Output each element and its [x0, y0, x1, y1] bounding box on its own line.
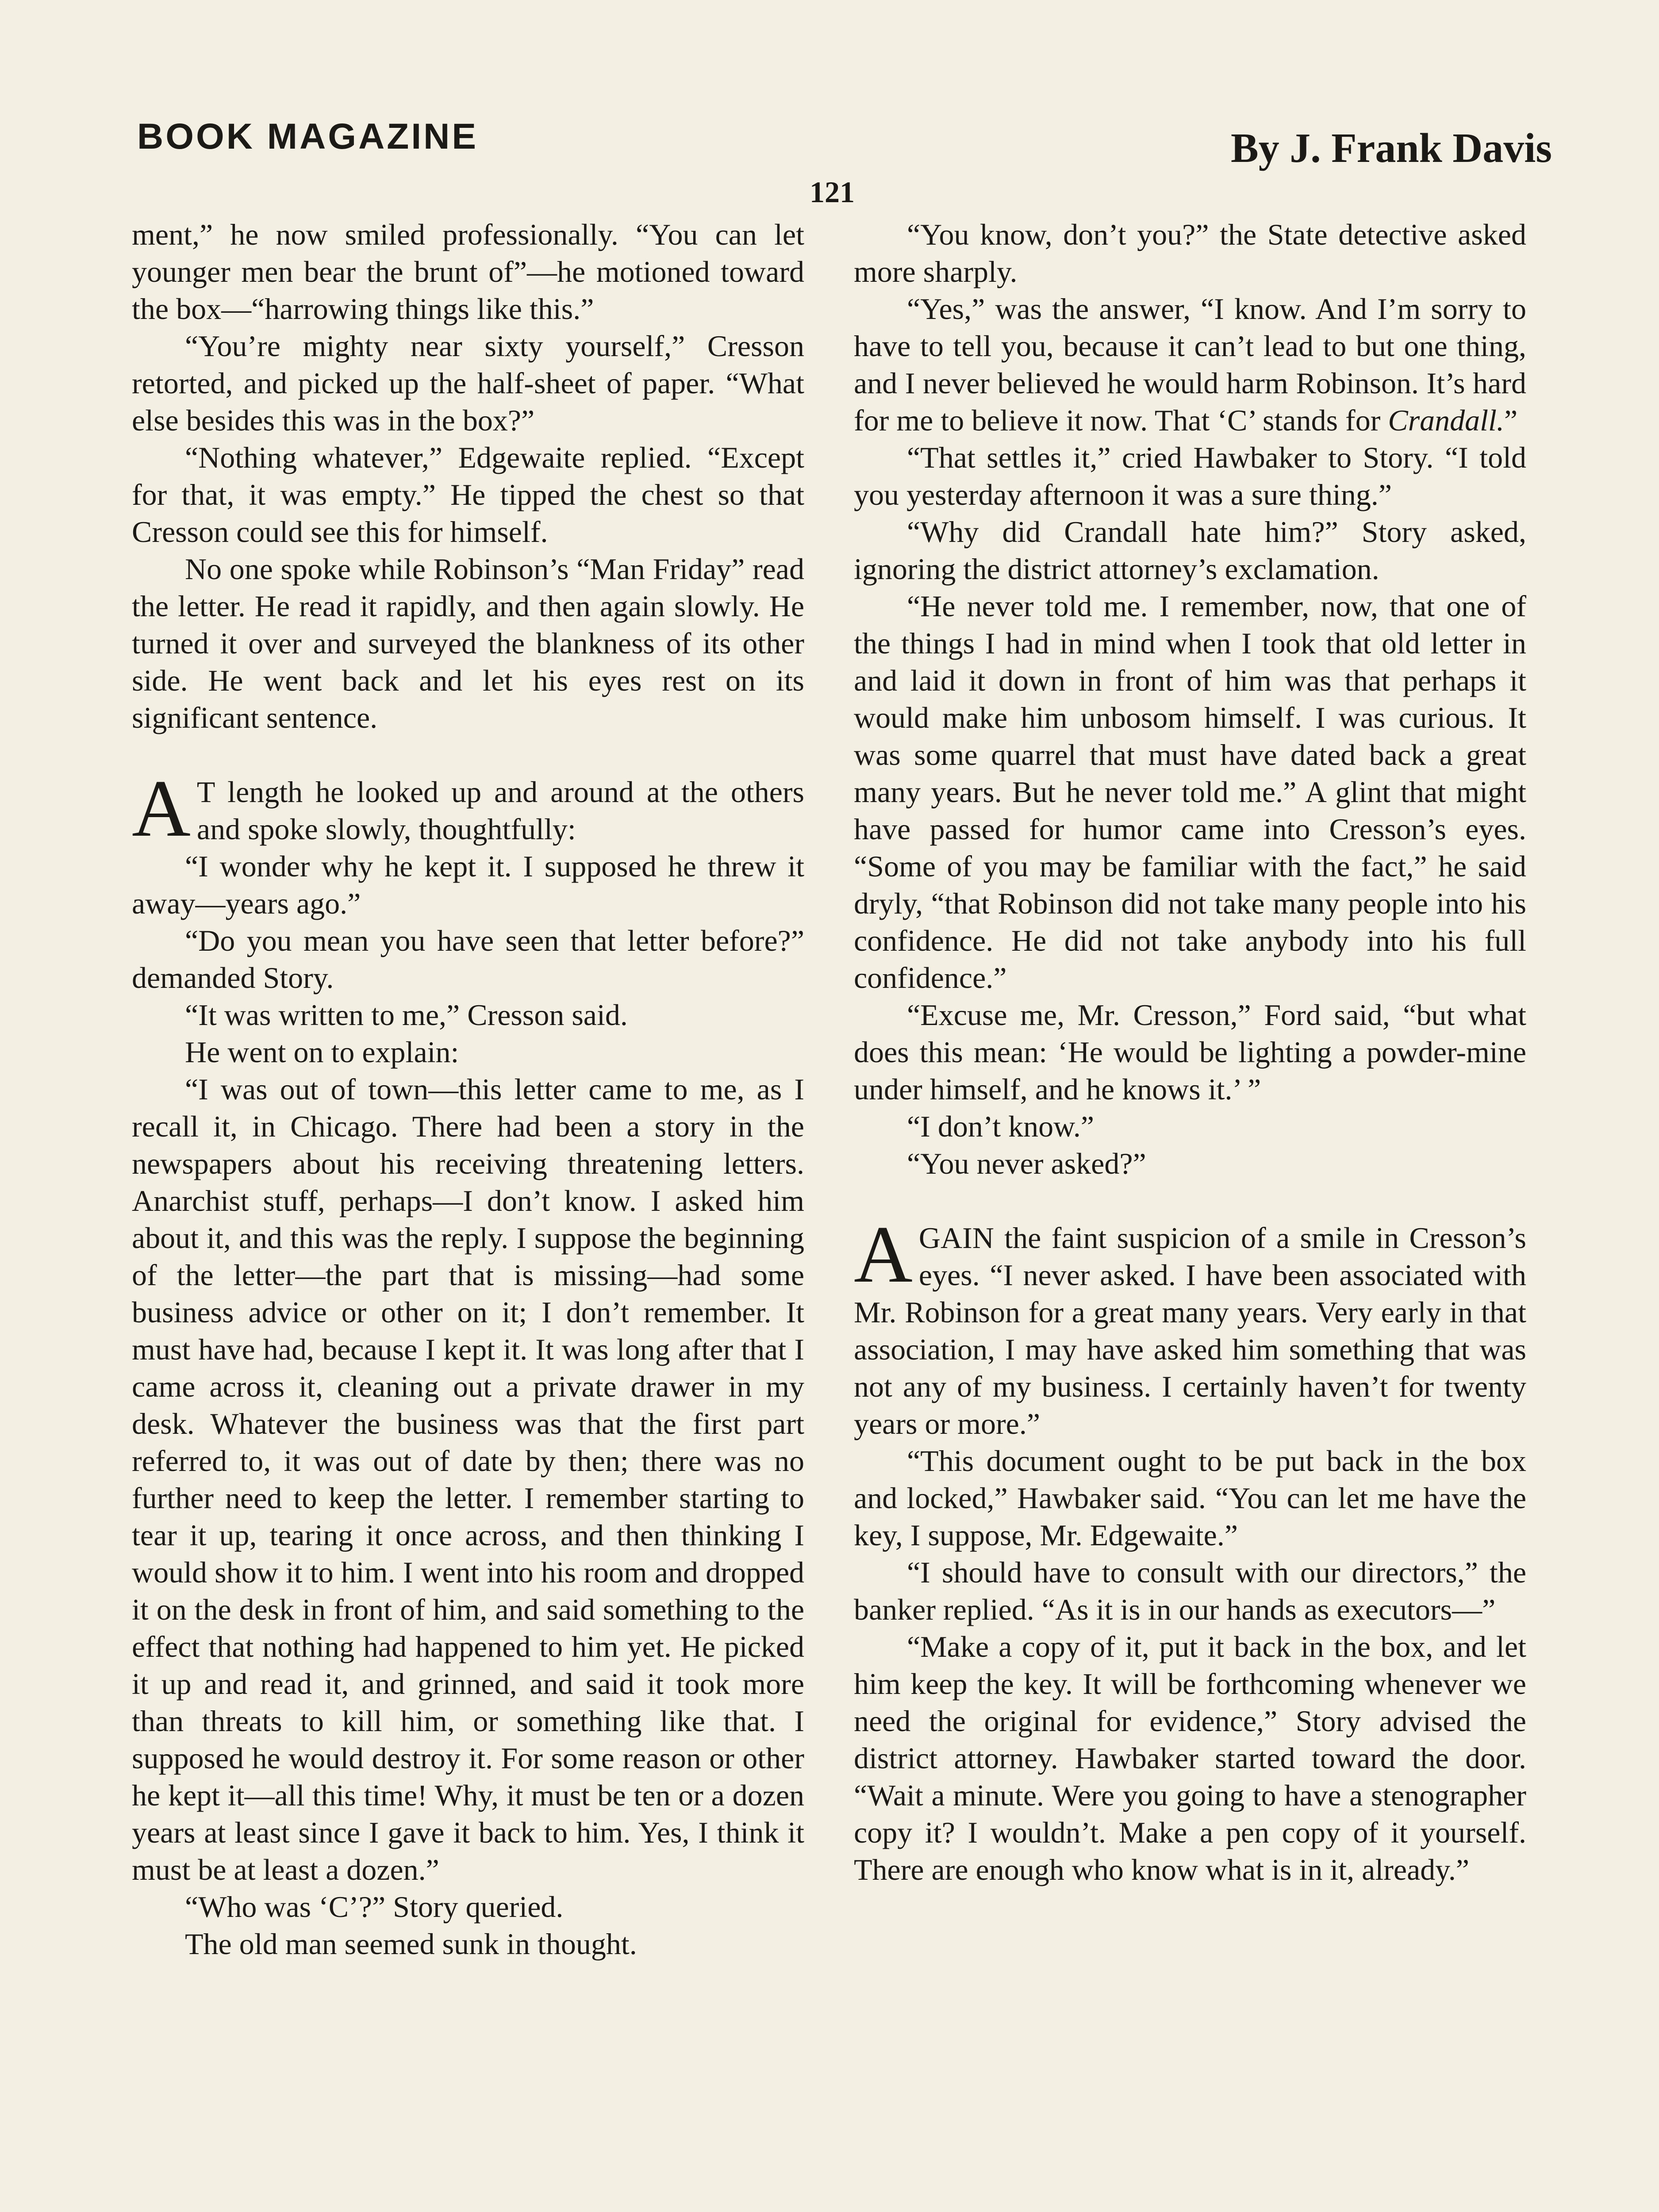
- paragraph: “Make a copy of it, put it back in the box, and let him keep the key. It will be forthcoming whenever we need the original for evidence,” Story advised the district attorney. Hawbaker started toward the door. “Wait a minute. Were you going to have a stenographer copy it? I wouldn’t. Make a pen copy of it yourself. There are enough who know what is in it, already.”: [854, 1630, 1526, 1886]
- section-opening-paragraph: [854, 1209, 1526, 1442]
- paragraph: “Why did Crandall hate him?” Story asked, ignoring the district attorney’s exclamation.: [854, 515, 1526, 586]
- paragraph: [854, 290, 1526, 439]
- paragraph: “I wonder why he kept it. I supposed he threw it away—years ago.”: [132, 849, 804, 920]
- paragraph: “It was written to me,” Cresson said.: [185, 998, 628, 1032]
- paragraph: “Nothing whatever,” Edgewaite replied. “Except for that, it was empty.” He tipped the chest so that Cresson could see this for himself.: [132, 441, 804, 549]
- paragraph: “You never asked?”: [907, 1147, 1146, 1180]
- closing-quote: ”: [1504, 403, 1518, 437]
- right-column: [854, 216, 1526, 1888]
- paragraph: “I should have to consult with our directors,” the banker replied. “As it is in our hands as executors—”: [854, 1555, 1526, 1626]
- magazine-title: BOOK MAGAZINE: [137, 116, 479, 157]
- section-opening-paragraph: [132, 763, 804, 853]
- paragraph: He went on to explain:: [185, 1035, 459, 1069]
- paragraph: The old man seemed sunk in thought.: [185, 1927, 637, 1961]
- drop-cap: A: [854, 1209, 913, 1299]
- italic-name: Crandall.: [1388, 403, 1504, 437]
- paragraph: “You’re mighty near sixty yourself,” Cresson retorted, and picked up the half-sheet of paper. “What else besides this was in the box?”: [132, 329, 804, 437]
- paragraph: “Do you mean you have seen that letter before?” demanded Story.: [132, 924, 804, 995]
- paragraph-text: GAIN the faint suspicion of a smile in Cresson’s eyes. “I never asked. I have been associated with Mr. Robinson for a great many years. Very early in that association, I may have asked him something that was not any of my business. I certainly haven’t for twenty years or more.”: [854, 1221, 1526, 1440]
- paragraph: “Excuse me, Mr. Cresson,” Ford said, “but what does this mean: ‘He would be lighting a powder-mine under himself, and he knows it.’ ”: [854, 998, 1526, 1106]
- paragraph: “I don’t know.”: [907, 1110, 1094, 1143]
- paragraph: ment,” he now smiled professionally. “You can let younger men bear the brunt of”—he motioned toward the box—“harrowing things like this.”: [132, 218, 804, 326]
- paragraph-text: “Yes,” was the answer, “I know. And I’m sorry to have to tell you, because it can’t lead to but one thing, and I never believed he would harm Robinson. It’s hard for me to believe it now. That ‘C’ stands for: [854, 292, 1526, 437]
- paragraph-text: T length he looked up and around at the others and spoke slowly, thoughtfully:: [196, 775, 804, 846]
- paragraph: No one spoke while Robinson’s “Man Friday” read the letter. He read it rapidly, and then again slowly. He turned it over and surveyed the blankness of its other side. He went back and let his eyes rest on its significant sentence.: [132, 552, 804, 734]
- page-number: 121: [810, 175, 855, 209]
- left-column: [132, 216, 804, 1962]
- paragraph: “This document ought to be put back in the box and locked,” Hawbaker said. “You can let me have the key, I suppose, Mr. Edgewaite.”: [854, 1444, 1526, 1552]
- paragraph: “That settles it,” cried Hawbaker to Story. “I told you yesterday afternoon it was a sure thing.”: [854, 441, 1526, 511]
- paragraph: “I was out of town—this letter came to me, as I recall it, in Chicago. There had been a story in the newspapers about his receiving threatening letters. Anarchist stuff, perhaps—I don’t know. I asked him about it, and this was the reply. I suppose the beginning of the letter—the part that is missing—had some business advice or other on it; I don’t remember. It must have had, because I kept it. It was long after that I came across it, cleaning out a private drawer in my desk. Whatever the business was that the first part referred to, it was out of date by then; there was no further need to keep the letter. I remember starting to tear it up, tearing it once across, and then thinking I would show it to him. I went into his room and dropped it on the desk in front of him, and said something to the effect that nothing had happened to him yet. He picked it up and read it, and grinned, and said it took more than threats to kill him, or something like that. I supposed he would destroy it. For some reason or other he kept it—all this time! Why, it must be ten or a dozen years at least since I gave it back to him. Yes, I think it must be at least a dozen.”: [132, 1072, 804, 1886]
- drop-cap: A: [132, 763, 191, 853]
- paragraph: “Who was ‘C’?” Story queried.: [185, 1890, 564, 1924]
- paragraph: “You know, don’t you?” the State detective asked more sharply.: [854, 218, 1526, 288]
- author-byline: By J. Frank Davis: [1231, 125, 1552, 171]
- paragraph: “He never told me. I remember, now, that one of the things I had in mind when I took that old letter in and laid it down in front of him was that perhaps it would make him unbosom himself. I was curious. It was some quarrel that must have dated back a great many years. But he never told me.” A glint that might have passed for humor came into Cresson’s eyes. “Some of you may be familiar with the fact,” he said dryly, “that Robinson did not take many people into his confidence. He did not take anybody into his full confidence.”: [854, 589, 1526, 995]
